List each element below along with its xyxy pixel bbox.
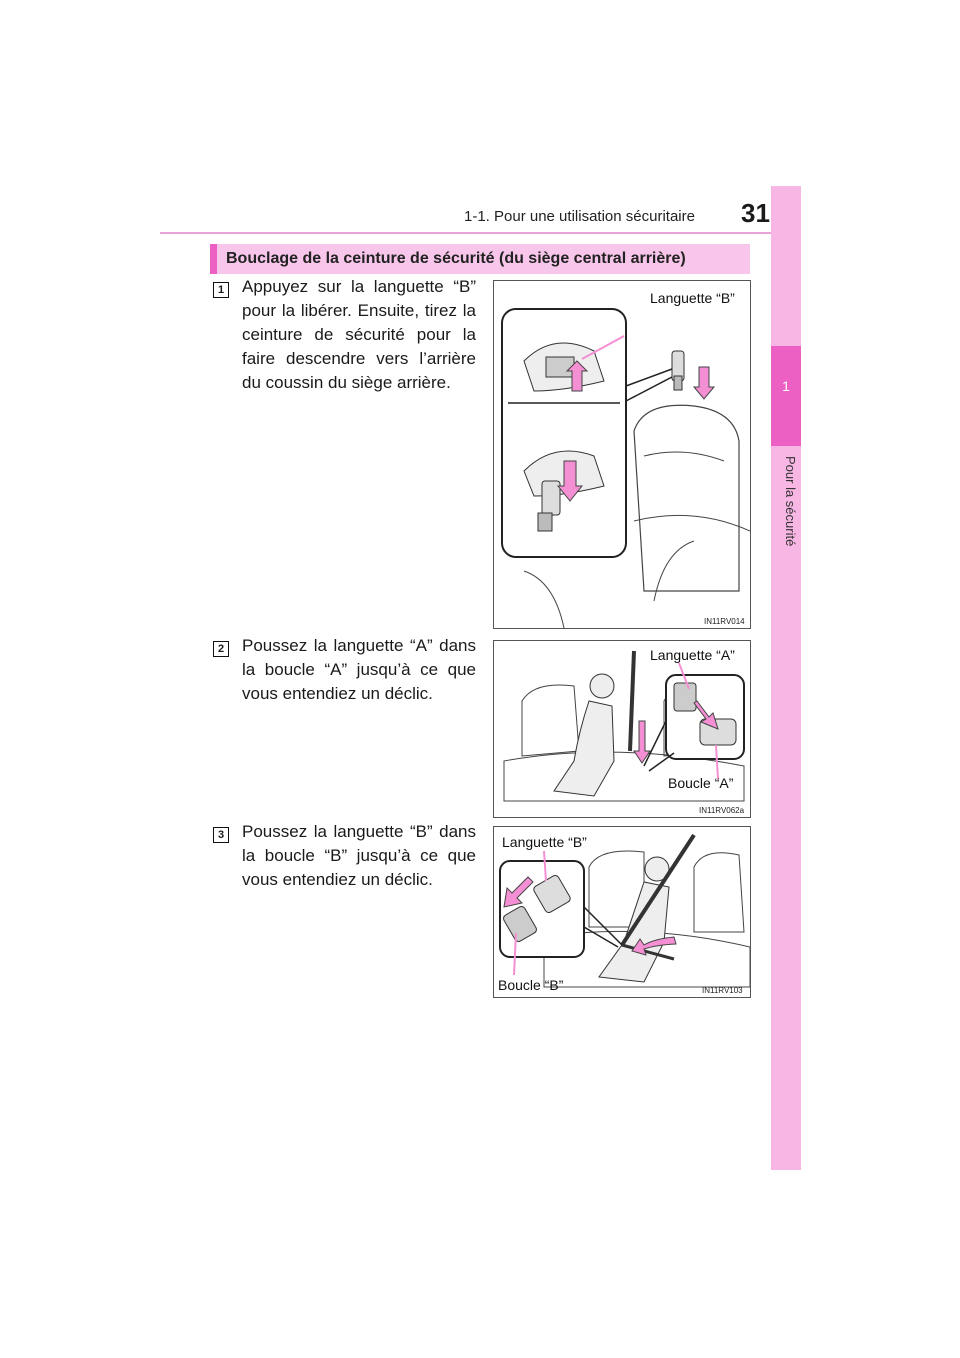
step-number-2: 2 (213, 641, 229, 657)
header-rule (160, 232, 800, 234)
figure-step-2 (493, 640, 751, 818)
running-header: 1-1. Pour une utilisation sécuritaire (464, 208, 695, 225)
chapter-number: 1 (782, 378, 790, 394)
illustration-tongue-b-release (494, 281, 750, 628)
callout-languette-b: Languette “B” (650, 290, 735, 306)
figure-code: IN11RV062a (699, 806, 745, 815)
step-number-1: 1 (213, 282, 229, 298)
illustration-tongue-b-insert (494, 827, 750, 997)
callout-boucle-a: Boucle “A” (668, 775, 734, 791)
page-number: 31 (741, 198, 770, 228)
section-title: Bouclage de la ceinture de sécurité (du siège central arrière) (226, 250, 686, 267)
chapter-side-tab (771, 186, 801, 1170)
chapter-active-marker (771, 346, 801, 446)
figure-code: IN11RV103 (702, 986, 743, 995)
chapter-title: Pour la sécurité (783, 456, 798, 547)
callout-languette-b: Languette “B” (502, 834, 587, 850)
step-3-text: Poussez la languette “B” dans la boucle “B” jusqu’à ce que vous entendiez un déclic. (242, 822, 476, 889)
step-number-3: 3 (213, 827, 229, 843)
step-1-text: Appuyez sur la languette “B” pour la libérer. Ensuite, tirez la ceinture de sécurité pour la faire descendre vers l’arrière du coussin du siège arrière. (242, 277, 476, 392)
figure-code: IN11RV014 (704, 617, 745, 626)
figure-step-1 (493, 280, 751, 629)
figure-step-3 (493, 826, 751, 998)
step-2-text: Poussez la languette “A” dans la boucle “A” jusqu’à ce que vous entendiez un déclic. (242, 636, 476, 703)
callout-languette-a: Languette “A” (650, 647, 735, 663)
callout-boucle-b: Boucle “B” (498, 977, 564, 993)
section-title-bar-edge (210, 244, 217, 274)
